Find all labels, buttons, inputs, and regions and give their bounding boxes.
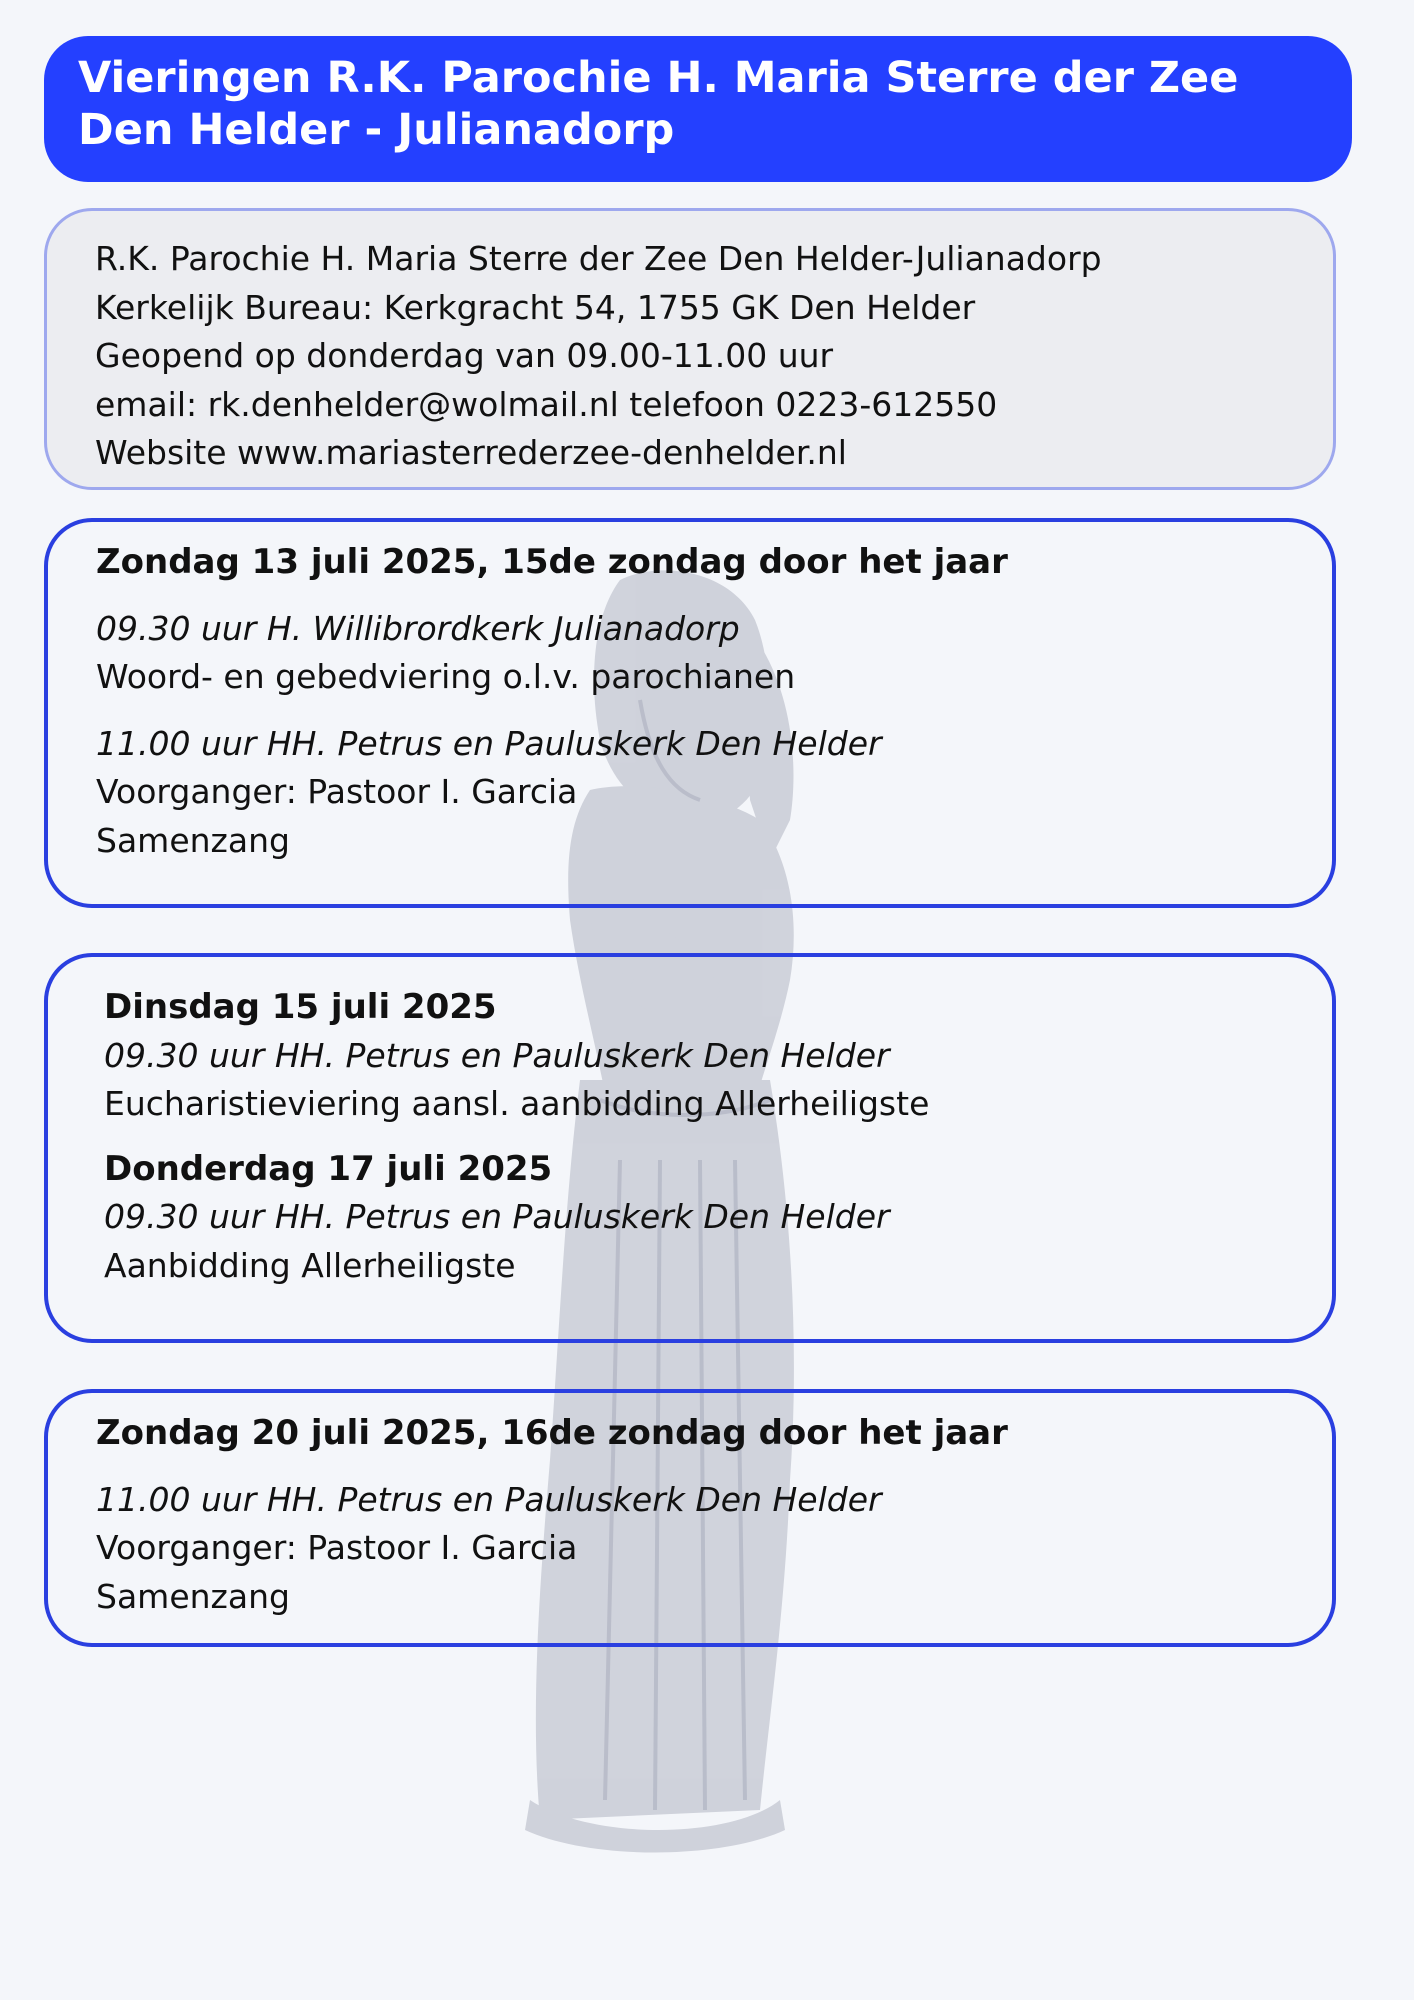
sunday-1-box: [44, 518, 1336, 908]
tuesday-desc: Eucharistieviering aansl. aanbidding Allerheiligste: [104, 1084, 930, 1123]
parish-name: R.K. Parochie H. Maria Sterre der Zee Den Helder-Julianadorp: [95, 239, 1102, 278]
thursday-time: 09.30 uur HH. Petrus en Pauluskerk Den Helder: [104, 1197, 890, 1236]
header-title-line1: Vieringen R.K. Parochie H. Maria Sterre der Zee: [78, 53, 1239, 103]
thursday-heading: Donderdag 17 juli 2025: [104, 1148, 553, 1189]
thursday-desc: Aanbidding Allerheiligste: [104, 1245, 516, 1285]
weekdays-box: [44, 953, 1336, 1343]
page-header: [44, 36, 1352, 182]
office-address: Kerkelijk Bureau: Kerkgracht 54, 1755 GK Den Helder: [95, 287, 976, 327]
sunday-1-service-2-leader: Voorganger: Pastoor I. Garcia: [96, 772, 578, 811]
sunday-2-box: [44, 1389, 1336, 1647]
website-line: Website www.mariasterrederzee-denhelder.nl: [95, 433, 847, 472]
sunday-2-music: Samenzang: [96, 1576, 290, 1616]
sunday-2-heading: Zondag 20 juli 2025, 16de zondag door het jaar: [96, 1413, 1008, 1453]
sunday-1-service-2-music: Samenzang: [96, 820, 290, 860]
sunday-1-heading: Zondag 13 juli 2025, 15de zondag door het jaar: [96, 542, 1008, 582]
sunday-2-leader: Voorganger: Pastoor I. Garcia: [96, 1528, 578, 1567]
parish-info-box: [44, 208, 1336, 490]
header-title-line2: Den Helder - Julianadorp: [78, 105, 675, 155]
sunday-1-service-2-time: 11.00 uur HH. Petrus en Pauluskerk Den Helder: [96, 723, 882, 763]
sunday-1-service-1-time: 09.30 uur H. Willibrordkerk Julianadorp: [96, 608, 740, 648]
tuesday-time: 09.30 uur HH. Petrus en Pauluskerk Den Helder: [104, 1035, 890, 1075]
contact-line: email: rk.denhelder@wolmail.nl telefoon 0223-612550: [95, 384, 998, 424]
tuesday-heading: Dinsdag 15 juli 2025: [104, 987, 497, 1027]
office-hours: Geopend op donderdag van 09.00-11.00 uur: [95, 336, 834, 375]
sunday-2-time: 11.00 uur HH. Petrus en Pauluskerk Den Helder: [96, 1479, 882, 1519]
sunday-1-service-1-desc: Woord- en gebedviering o.l.v. parochianen: [96, 657, 796, 696]
